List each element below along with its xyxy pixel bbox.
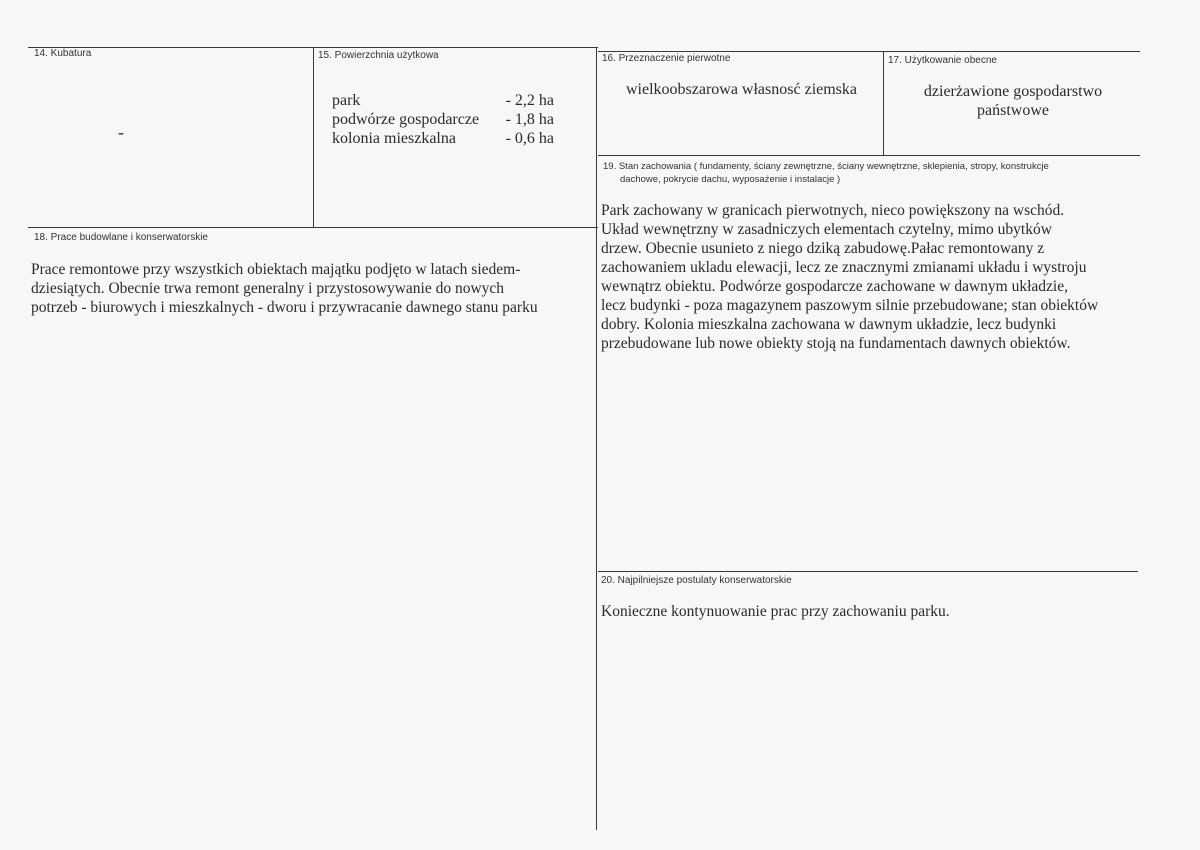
- stan-line: dobry. Kolonia mieszkalna zachowana w dawnym układzie, lecz budynki: [601, 316, 1057, 333]
- stan-line: przebudowane lub nowe obiekty stoją na fundamentach dawnych obiektów.: [601, 335, 1071, 352]
- powierzchnia-label: 15. Powierzchnia użytkowa: [318, 50, 439, 61]
- divider-14-15: [313, 47, 314, 227]
- stan-line: wewnątrz obiektu. Podwórze gospodarcze zachowane w dawnym układzie,: [601, 278, 1068, 295]
- kubatura-value: -: [118, 122, 124, 142]
- postulaty-value: Konieczne kontynuowanie prac przy zachowaniu parku.: [601, 603, 950, 620]
- divider-15-18: [28, 227, 598, 228]
- prace-line: dziesiątych. Obecnie trwa remont generalny i przystosowywanie do nowych: [31, 280, 505, 297]
- stan-line: Układ wewnętrzny w zasadniczych elementach czytelny, mimo ubytków: [601, 221, 1052, 238]
- stan-label-line-2: dachowe, pokrycie dachu, wyposażenie i instalacje ): [620, 174, 841, 185]
- stan-line: zachowaniem ukladu elewacji, lecz ze znacznymi zmianami układu i wystroju: [601, 259, 1087, 276]
- divider-16-19: [598, 155, 1140, 156]
- top-border-right: [598, 51, 1140, 52]
- stan-text: [601, 201, 1137, 353]
- stan-line: lecz budynki - poza magazynem paszowym silnie przebudowane; stan obiektów: [601, 297, 1099, 314]
- prace-text: [31, 260, 593, 317]
- stan-label-line-1: 19. Stan zachowania ( fundamenty, ściany zewnętrzne, ściany wewnętrzne, sklepienia, stropy, konstrukcje: [603, 161, 1049, 172]
- usage-area: - 1,8 ha: [505, 111, 554, 128]
- usage-area: - 2,2 ha: [505, 92, 554, 109]
- usage-area: - 0,6 ha: [505, 130, 554, 147]
- przeznaczenie-label: 16. Przeznaczenie pierwotne: [602, 53, 731, 64]
- uzytkowanie-line-1: dzierżawione gospodarstwo: [923, 83, 1103, 100]
- prace-line: potrzeb - biurowych i mieszkalnych - dworu i przywracanie dawnego stanu parku: [31, 299, 538, 316]
- usage-name: park: [332, 92, 361, 109]
- stan-line: Park zachowany w granicach pierwotnych, nieco powiększony na wschód.: [601, 202, 1065, 219]
- kubatura-label: 14. Kubatura: [34, 48, 92, 59]
- prace-label: 18. Prace budowlane i konserwatorskie: [34, 232, 208, 243]
- stan-line: drzew. Obecnie usunieto z niego dziką zabudowę.Pałac remontowany z: [601, 240, 1045, 257]
- divider-19-20: [598, 571, 1138, 572]
- uzytkowanie-label: 17. Użytkowanie obecne: [888, 55, 997, 66]
- uzytkowanie-line-2: państwowe: [977, 102, 1049, 119]
- usage-name: kolonia mieszkalna: [332, 130, 456, 147]
- przeznaczenie-value: wielkoobszarowa własnosć ziemska: [625, 81, 858, 98]
- main-vertical-divider: [596, 47, 597, 830]
- postulaty-label: 20. Najpilniejsze postulaty konserwatorskie: [601, 575, 792, 586]
- divider-16-17: [883, 51, 884, 155]
- usage-name: podwórze gospodarcze: [332, 111, 480, 128]
- prace-line: Prace remontowe przy wszystkich obiektach majątku podjęto w latach siedem-: [31, 261, 521, 278]
